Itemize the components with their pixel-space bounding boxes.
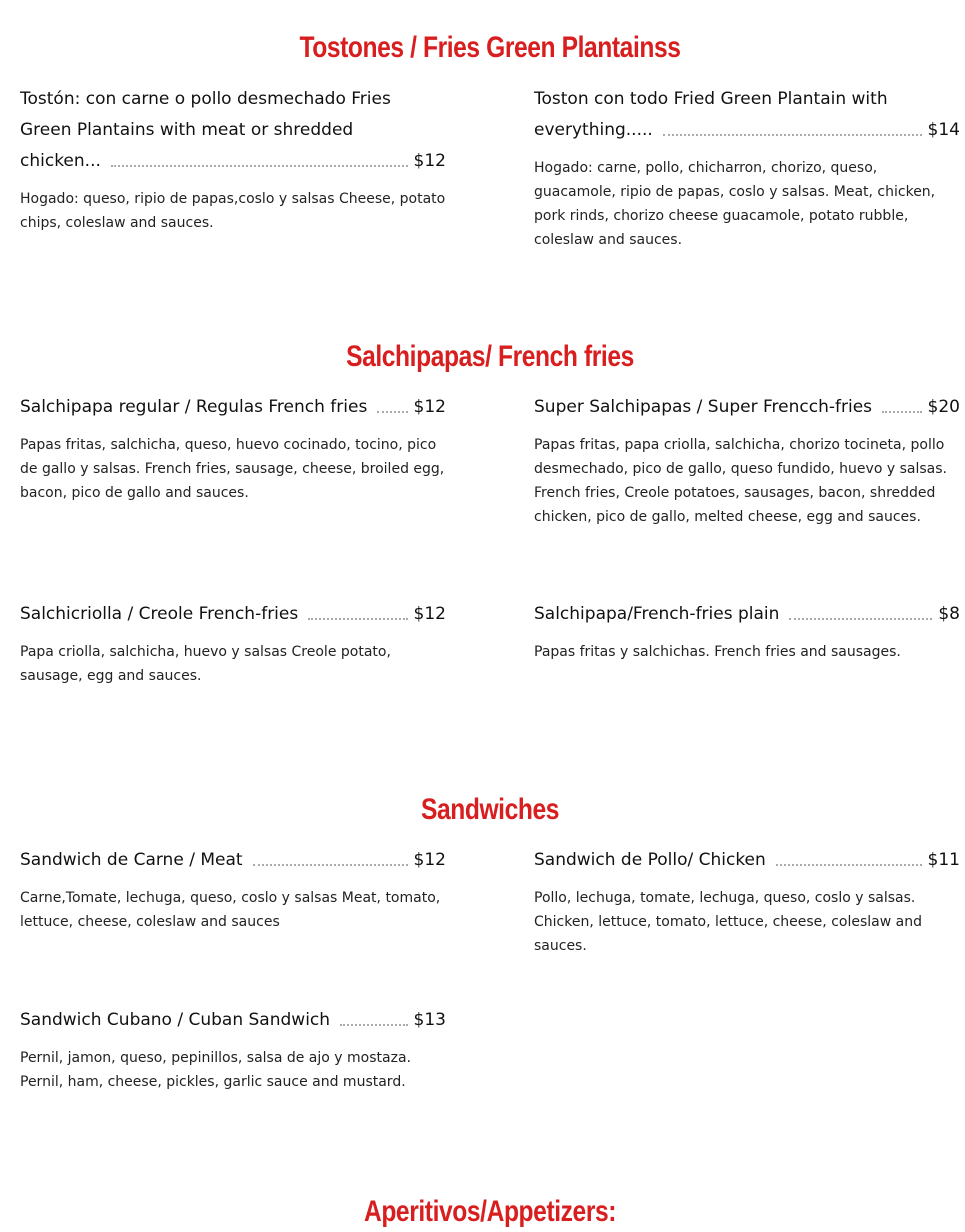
item-name-last-line: chicken...	[20, 151, 101, 171]
item-name: Salchipapa regular / Regulas French fries	[20, 397, 368, 417]
item-name-last-line: everything.....	[534, 120, 653, 140]
item-head	[534, 392, 960, 423]
item-name: Sandwich Cubano / Cuban Sandwich	[20, 1010, 331, 1030]
item-price: $20	[927, 397, 960, 417]
item-description: Hogado: carne, pollo, chicharron, chorizo, queso, guacamole, ripio de papas, coslo y salsas. Meat, chicken, pork rinds, chorizo cheese guacamole, potato rubble, coleslaw and sauces.	[534, 160, 936, 248]
item-description: Pollo, lechuga, tomate, lechuga, queso, coslo y salsas. Chicken, lettuce, tomato, lettuce, cheese, coleslaw and sauces.	[534, 890, 922, 954]
item-description: Papas fritas, papa criolla, salchicha, chorizo tocineta, pollo desmechado, pico de gallo, queso fundido, huevo y salsas. French fries, Creole potatoes, sausages, bacon, shredded chicken, pico de gallo, melted cheese, egg and sauces.	[534, 437, 947, 525]
item-head	[20, 146, 446, 177]
item-head	[20, 392, 446, 423]
item-description: Papas fritas, salchicha, queso, huevo cocinado, tocino, pico de gallo y salsas. French fries, sausage, cheese, broiled egg, bacon, pico de gallo and sauces.	[20, 437, 445, 501]
menu-item-sandwich-carne	[20, 845, 446, 934]
item-description: Papa criolla, salchicha, huevo y salsas Creole potato, sausage, egg and sauces.	[20, 644, 391, 684]
item-name-first-line: Toston con todo Fried Green Plantain with	[534, 89, 888, 109]
menu-item-toston-con-todo	[534, 84, 960, 252]
menu-item-salchipapa-regular	[20, 392, 446, 505]
item-price: $12	[413, 151, 446, 171]
item-name: Salchicriolla / Creole French-fries	[20, 604, 299, 624]
dot-leader	[340, 1023, 408, 1026]
menu-item-salchicriolla	[20, 599, 446, 688]
item-price: $8	[938, 604, 960, 624]
item-name: Sandwich de Pollo/ Chicken	[534, 850, 766, 870]
item-price: $12	[413, 604, 446, 624]
menu-item-super-salchipapas	[534, 392, 960, 529]
dot-leader	[663, 133, 922, 136]
section-title-sandwiches: Sandwiches	[420, 793, 560, 826]
section-title-aperitivos: Aperitivos/Appetizers:	[363, 1195, 617, 1228]
item-name: Sandwich de Carne / Meat	[20, 850, 243, 870]
item-price: $14	[927, 120, 960, 140]
section-title-tostones: Tostones / Fries Green Plantainss	[299, 31, 681, 64]
item-head	[20, 599, 446, 630]
item-name-first-line: Tostón: con carne o pollo desmechado Fries	[20, 89, 391, 109]
item-price: $12	[413, 397, 446, 417]
menu-item-sandwich-pollo	[534, 845, 960, 958]
item-name: Super Salchipapas / Super Frencch-fries	[534, 397, 873, 417]
dot-leader	[308, 617, 407, 620]
item-price: $12	[413, 850, 446, 870]
dot-leader	[253, 863, 408, 866]
item-price: $11	[927, 850, 960, 870]
item-description: Hogado: queso, ripio de papas,coslo y salsas Cheese, potato chips, coleslaw and sauces.	[20, 191, 446, 231]
dot-leader	[111, 164, 408, 167]
item-description: Papas fritas y salchichas. French fries and sausages.	[534, 644, 901, 660]
menu-item-toston-carne-pollo	[20, 84, 446, 235]
item-head	[534, 115, 960, 146]
item-head	[20, 845, 446, 876]
item-head	[20, 1005, 446, 1036]
item-description: Carne,Tomate, lechuga, queso, coslo y salsas Meat, tomato, lettuce, cheese, coleslaw and sauces	[20, 890, 441, 930]
item-name: Salchipapa/French-fries plain	[534, 604, 780, 624]
item-price: $13	[413, 1010, 446, 1030]
dot-leader	[789, 617, 932, 620]
dot-leader	[882, 410, 922, 413]
item-head	[534, 845, 960, 876]
dot-leader	[377, 410, 407, 413]
item-head	[534, 599, 960, 630]
item-name-second-line: Green Plantains with meat or shredded	[20, 120, 354, 140]
menu-item-salchipapa-plain	[534, 599, 960, 664]
dot-leader	[776, 863, 922, 866]
section-title-salchipapas: Salchipapas/ French fries	[346, 340, 634, 373]
menu-item-sandwich-cubano	[20, 1005, 446, 1094]
item-description: Pernil, jamon, queso, pepinillos, salsa de ajo y mostaza. Pernil, ham, cheese, pickles, garlic sauce and mustard.	[20, 1050, 411, 1090]
